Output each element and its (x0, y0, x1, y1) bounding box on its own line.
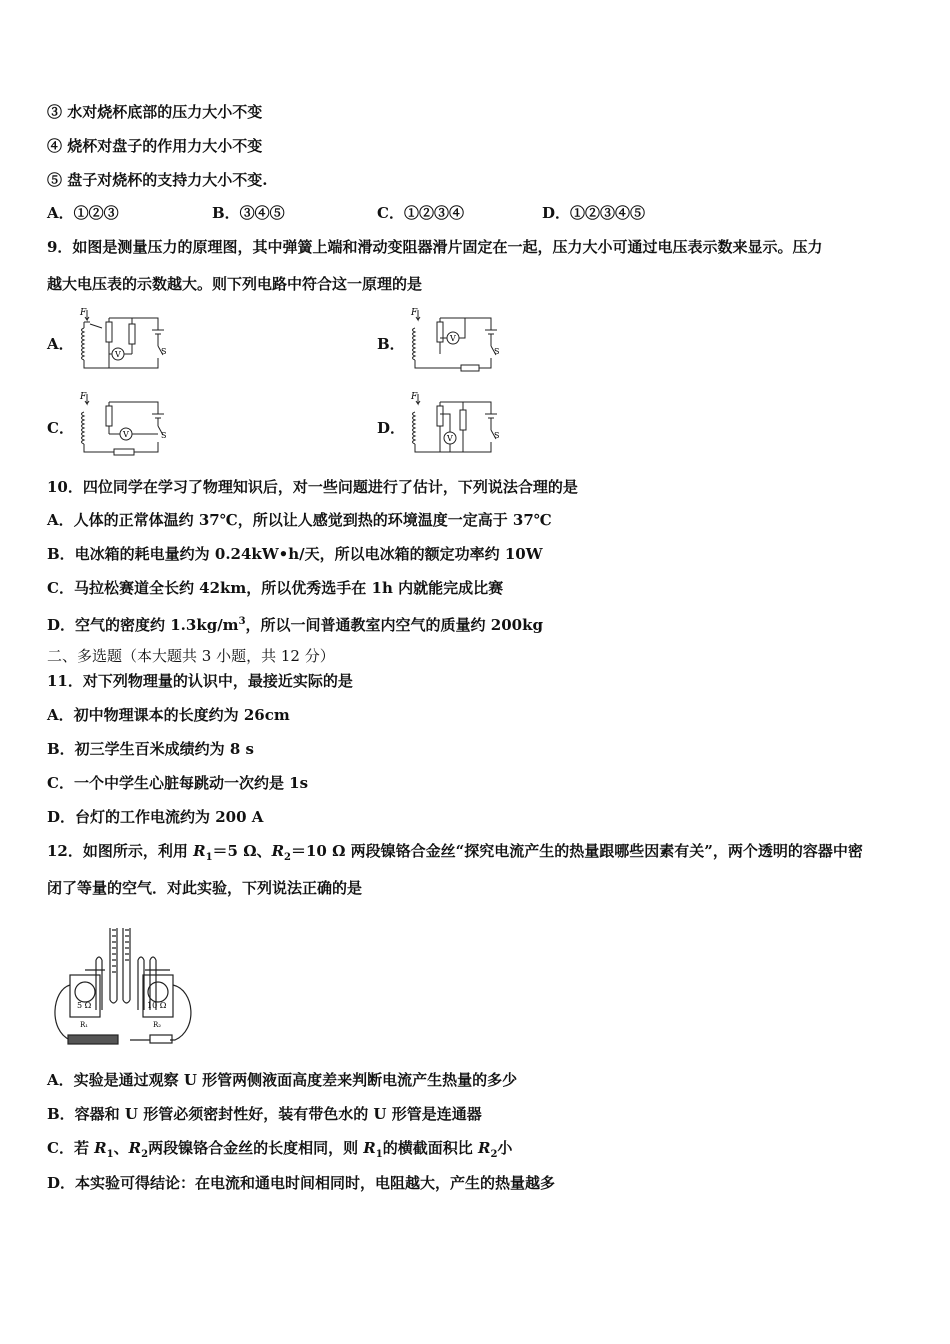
q10-option-d-superscript: 3 (238, 616, 246, 627)
switch-label: S (494, 347, 500, 356)
q10-option-d-part2: ，所以一间普通教室内空气的质量约 200kg (245, 616, 543, 634)
r1-symbol: R (363, 1139, 376, 1157)
switch-label: S (161, 431, 167, 440)
q12-stem-line2: 闭了等量的空气．对此实验，下列说法正确的是 (47, 879, 363, 897)
q11-stem: 11．对下列物理量的认识中，最接近实际的是 (47, 672, 353, 690)
q9-option-b-label: B． (377, 335, 405, 353)
circuit-diagram-c (72, 390, 172, 458)
q8-item-3: ③ 水对烧杯底部的压力大小不变 (47, 103, 263, 121)
q10-stem: 10．四位同学在学习了物理知识后，对一些问题进行了估计，下列说法合理的是 (47, 478, 578, 496)
q12-option-c-part2: 、 (113, 1139, 129, 1157)
r2-subscript: 2 (141, 1149, 149, 1160)
q11-option-b: B．初三学生百米成绩约为 8 s (47, 740, 255, 758)
q8-item-5: ⑤ 盘子对烧杯的支持力大小不变. (47, 171, 268, 189)
q12-stem-part3: ＝10 Ω 两段镍铬合金丝“探究电流产生的热量跟哪些因素有关”，两个透明的容器中密 (291, 842, 863, 860)
voltmeter-symbol: V (115, 350, 121, 359)
section-heading-multi-choice: 二、多选题（本大题共 3 小题，共 12 分） (47, 647, 335, 665)
q12-option-c-part5: 小 (497, 1139, 513, 1157)
r2-name-label: R₂ (153, 1021, 162, 1029)
q8-option-d: D．①②③④⑤ (542, 204, 646, 222)
circuit-diagram-b (403, 306, 503, 372)
force-label: F (411, 392, 418, 402)
r2-symbol: R (271, 842, 285, 860)
r2-subscript: 2 (490, 1149, 498, 1160)
force-label: F (80, 392, 87, 402)
q12-option-c-part4: 的横截面积比 (382, 1139, 478, 1157)
switch-label: S (494, 431, 500, 440)
q12-option-c-part3: 两段镍铬合金丝的长度相同，则 (148, 1139, 364, 1157)
r1-name-label: R₁ (80, 1021, 89, 1029)
q12-option-d: D．本实验可得结论：在电流和通电时间相同时，电阻越大，产生的热量越多 (47, 1174, 556, 1192)
circuit-diagram-a (72, 306, 172, 372)
r2-symbol: R (477, 1139, 491, 1157)
q12-option-b: B．容器和 U 形管必须密封性好，装有带色水的 U 形管是连通器 (47, 1105, 482, 1123)
r1-subscript: 1 (106, 1149, 114, 1160)
q9-stem-line1: 9．如图是测量压力的原理图，其中弹簧上端和滑动变阻器滑片固定在一起，压力大小可通过电压表示数来显示。压力 (47, 238, 823, 256)
q9-stem-line2: 越大电压表的示数越大。则下列电路中符合这一原理的是 (47, 275, 423, 293)
voltmeter-symbol: V (123, 430, 129, 439)
switch-label: S (161, 347, 167, 356)
voltmeter-symbol: V (447, 434, 453, 443)
q12-stem-part1: 12．如图所示，利用 (47, 842, 194, 860)
circuit-diagram-d (403, 390, 503, 458)
q11-option-c: C．一个中学生心脏每跳动一次约是 1s (47, 774, 309, 792)
q8-item-4: ④ 烧杯对盘子的作用力大小不变 (47, 137, 263, 155)
joule-heating-apparatus-figure (50, 920, 220, 1060)
q8-option-b: B．③④⑤ (212, 204, 285, 222)
q12-option-c-part1: C．若 (47, 1139, 95, 1157)
r1-symbol: R (193, 842, 206, 860)
q11-option-d: D．台灯的工作电流约为 200 A (47, 808, 264, 826)
q10-option-d (47, 612, 543, 635)
q10-option-d-part1: D．空气的密度约 1.3kg/m (47, 616, 239, 634)
q12-option-c (47, 1138, 512, 1165)
q10-option-b: B．电冰箱的耗电量约为 0.24kW•h/天，所以电冰箱的额定功率约 10W (47, 545, 543, 563)
q8-option-c: C．①②③④ (377, 204, 464, 222)
r2-symbol: R (128, 1139, 142, 1157)
r1-symbol: R (94, 1139, 107, 1157)
q9-option-c-label: C． (47, 419, 74, 437)
q12-stem-line1 (47, 841, 863, 868)
q12-option-a: A．实验是通过观察 U 形管两侧液面高度差来判断电流产生热量的多少 (47, 1071, 518, 1089)
q9-option-d-label: D． (377, 419, 406, 437)
q8-option-a: A．①②③ (47, 204, 119, 222)
r1-subscript: 1 (375, 1149, 383, 1160)
q9-option-a-label: A． (47, 335, 74, 353)
q10-option-c: C．马拉松赛道全长约 42km，所以优秀选手在 1h 内就能完成比赛 (47, 579, 504, 597)
q10-option-a: A．人体的正常体温约 37℃，所以让人感觉到热的环境温度一定高于 37℃ (47, 511, 552, 529)
r2-value-label: 10 Ω (147, 1001, 167, 1010)
voltmeter-symbol: V (450, 334, 456, 343)
r2-subscript: 2 (284, 852, 291, 863)
q11-option-a: A．初中物理课本的长度约为 26cm (47, 706, 290, 724)
q12-stem-part2: ＝5 Ω、 (212, 842, 272, 860)
force-label: F (80, 308, 87, 318)
r1-subscript: 1 (205, 852, 213, 863)
force-label: F (411, 308, 418, 318)
r1-value-label: 5 Ω (77, 1001, 92, 1010)
